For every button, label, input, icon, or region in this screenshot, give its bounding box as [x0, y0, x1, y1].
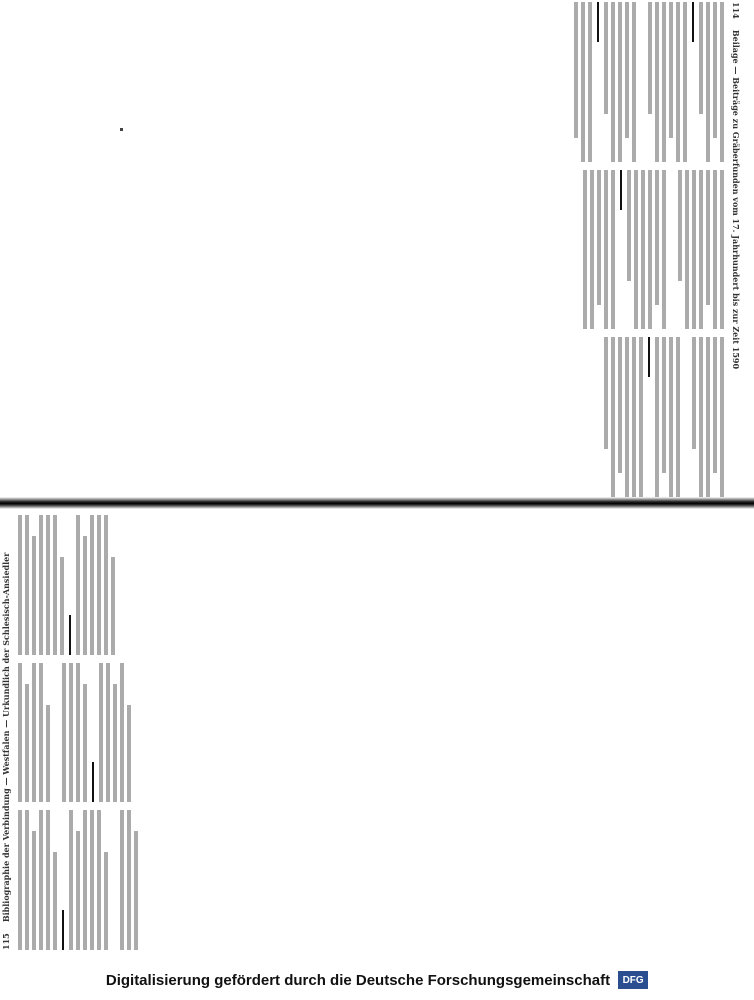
upper-text-columns — [571, 2, 727, 497]
upper-column-right — [571, 337, 727, 497]
lower-page — [0, 510, 754, 955]
lower-page-number: 115 — [1, 933, 11, 950]
lower-column-right — [15, 515, 141, 655]
lower-page-content — [2, 515, 737, 950]
dfg-logo: DFG — [618, 971, 648, 989]
lower-column-left — [15, 810, 141, 950]
lower-text-columns — [15, 515, 141, 950]
lower-column-middle — [15, 663, 141, 803]
upper-column-left — [571, 2, 727, 162]
upper-running-head: Beilage — Beiträge zu Gräberfunden vom 17. Jahrhundert bis zur Zeit 1590 — [731, 29, 741, 370]
funding-footer — [0, 960, 754, 1000]
upper-column-middle — [571, 170, 727, 330]
upper-page-content — [5, 2, 740, 497]
stray-mark — [120, 128, 123, 131]
funding-note: Digitalisierung gefördert durch die Deutsche Forschungsgemeinschaft — [105, 971, 611, 989]
upper-page-number: 114 — [731, 2, 741, 19]
lower-running-head: Bibliographie der Verbindung — Westfalen — Urkundlich der Schlesisch-Ansiedler — [1, 552, 11, 923]
book-spine-fold — [0, 497, 754, 509]
